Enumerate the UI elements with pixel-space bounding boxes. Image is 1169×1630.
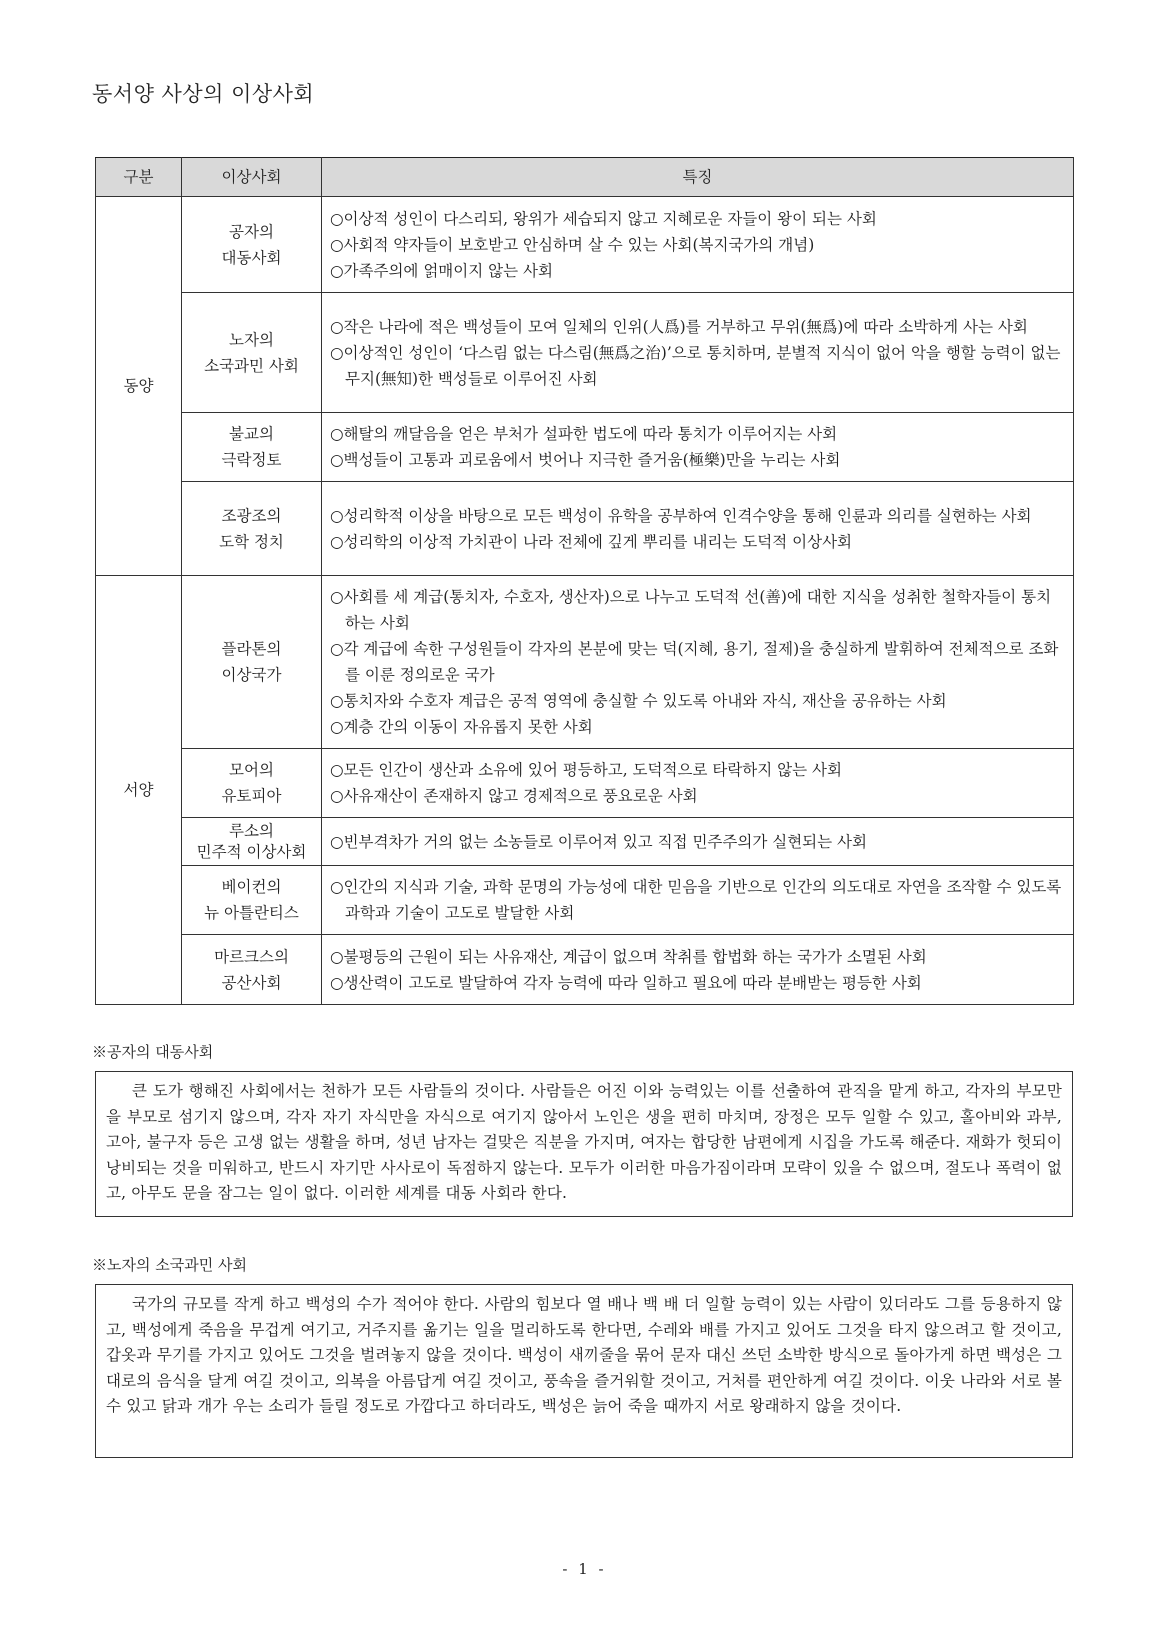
feature-item: ○백성들이 고통과 괴로움에서 벗어나 지극한 즐거움(極樂)만을 누리는 사회 — [330, 451, 841, 469]
society-name-line: 루소의 — [229, 821, 274, 840]
society-name — [182, 413, 322, 482]
society-name-line: 불교의 — [229, 425, 274, 443]
feature-item: ○빈부격차가 거의 없는 소농들로 이루어져 있고 직접 민주주의가 실현되는 사회 — [330, 832, 868, 851]
table-row — [96, 482, 1074, 576]
table-row — [96, 866, 1074, 935]
society-features — [322, 818, 1074, 866]
feature-item: ○사유재산이 존재하지 않고 경제적으로 풍요로운 사회 — [330, 787, 698, 805]
society-name — [182, 293, 322, 413]
feature-item: ○불평등의 근원이 되는 사유재산, 계급이 없으며 착취를 합법화 하는 국가가 소멸된 사회 — [330, 947, 927, 966]
society-name-line: 유토피아 — [221, 787, 282, 805]
society-name-line: 공자의 — [229, 222, 274, 241]
feature-item: ○사회적 약자들이 보호받고 안심하며 살 수 있는 사회(복지국가의 개념) — [330, 235, 815, 254]
society-name-line: 플라톤의 — [221, 640, 282, 658]
group-label-east: 동양 — [96, 197, 182, 576]
table-row — [96, 818, 1074, 866]
society-name — [182, 935, 322, 1005]
society-name-line: 도학 정치 — [219, 532, 284, 551]
society-features — [322, 482, 1074, 576]
society-name-line: 뉴 아틀란티스 — [204, 904, 299, 922]
society-name-line: 마르크스의 — [214, 947, 289, 966]
page-title: 동서양 사상의 이상사회 — [92, 82, 315, 106]
header-category: 구분 — [96, 158, 182, 197]
feature-item: ○성리학적 이상을 바탕으로 모든 백성이 유학을 공부하여 인격수양을 통해 인륜과 의리를 실현하는 사회 — [330, 506, 1032, 525]
society-name — [182, 818, 322, 866]
table-row — [96, 576, 1074, 749]
header-ideal-society: 이상사회 — [182, 158, 322, 197]
society-features — [322, 576, 1074, 749]
table-row — [96, 935, 1074, 1005]
feature-item: ○성리학의 이상적 가치관이 나라 전체에 깊게 뿌리를 내리는 도덕적 이상사회 — [330, 532, 853, 551]
header-features: 특징 — [322, 158, 1074, 197]
table-row — [96, 413, 1074, 482]
feature-item: ○해탈의 깨달음을 얻은 부처가 설파한 법도에 따라 통치가 이루어지는 사회 — [330, 425, 838, 443]
society-name-line: 베이컨의 — [221, 878, 282, 896]
society-name-line: 극락정토 — [221, 451, 282, 469]
passage-laozi: 국가의 규모를 작게 하고 백성의 수가 적어야 한다. 사람의 힘보다 열 배나 백 배 더 일할 능력이 있는 사람이 있더라도 그를 등용하지 않고, 백성에게 죽음을 무겁게 여기고, 거주지를 옮기는 일을 멀리하도록 한다면, 수레와 배를 가지고 있어도 그것을 타지 않으려고 할 것이고, 갑옷과 무기를 가지고 있어도 그것을 벌려놓지 않을 것이다. 백성이 새끼줄을 묶어 문자 대신 쓰던 소박한 방식으로 돌아가게 하면 백성은 그대로의 음식을 달게 여길 것이고, 의복을 아름답게 여길 것이고, 풍속을 즐거워할 것이고, 거처를 편안하게 여길 것이다. 이웃 나라와 서로 볼 수 있고 닭과 개가 우는 소리가 들릴 정도로 가깝다고 하더라도, 백성은 늙어 죽을 때까지 서로 왕래하지 않을 것이다. — [95, 1284, 1073, 1458]
society-name-line: 민주적 이상사회 — [196, 842, 307, 861]
society-name — [182, 197, 322, 293]
passage-confucius: 큰 도가 행해진 사회에서는 천하가 모든 사람들의 것이다. 사람들은 어진 이와 능력있는 이를 선출하여 관직을 맡게 하고, 각자의 부모만을 부모로 섬기지 않으며, 각자 자기 자식만을 자식으로 여기지 않아서 노인은 생을 편히 마치며, 장정은 모두 일할 수 있고, 홀아비와 과부, 고아, 불구자 등은 고생 없는 생활을 하며, 성년 남자는 걸맞은 직분을 가지며, 여자는 합당한 남편에게 시집을 가도록 해준다. 재화가 헛되이 낭비되는 것을 미워하고, 반드시 자기만 사사로이 독점하지 않는다. 모두가 이러한 마음가짐이라며 모략이 있을 수 없으며, 절도나 폭력이 없고, 아무도 문을 잠그는 일이 없다. 이러한 세계를 대동 사회라 한다. — [95, 1071, 1073, 1217]
table-header-row — [96, 158, 1074, 197]
society-name-line: 공산사회 — [221, 973, 282, 992]
society-name-line: 노자의 — [229, 330, 274, 349]
society-features — [322, 749, 1074, 818]
society-name — [182, 749, 322, 818]
society-name-line: 조광조의 — [221, 506, 282, 525]
society-name-line: 대동사회 — [221, 248, 282, 267]
feature-item: ○각 계급에 속한 구성원들이 각자의 본분에 맞는 덕(지혜, 용기, 절제)을 충실하게 발휘하여 전체적으로 조화를 이룬 정의로운 국가 — [330, 640, 1059, 684]
feature-item: ○계층 간의 이동이 자유롭지 못한 사회 — [330, 718, 593, 736]
feature-item: ○모든 인간이 생산과 소유에 있어 평등하고, 도덕적으로 타락하지 않는 사회 — [330, 761, 842, 779]
feature-item: ○작은 나라에 적은 백성들이 모여 일체의 인위(人爲)를 거부하고 무위(無爲)에 따라 소박하게 사는 사회 — [330, 317, 1028, 336]
society-features — [322, 413, 1074, 482]
feature-item: ○이상적 성인이 다스리되, 왕위가 세습되지 않고 지혜로운 자들이 왕이 되는 사회 — [330, 209, 877, 228]
society-features — [322, 197, 1074, 293]
society-name-line: 모어의 — [229, 761, 274, 779]
feature-item: ○이상적인 성인이 ‘다스림 없는 다스림(無爲之治)’으로 통치하며, 분별적 지식이 없어 악을 행할 능력이 없는 무지(無知)한 백성들로 이루어진 사회 — [330, 343, 1061, 388]
society-features — [322, 866, 1074, 935]
society-name-line: 이상국가 — [221, 666, 282, 684]
society-name — [182, 866, 322, 935]
table-row — [96, 197, 1074, 293]
feature-item: ○가족주의에 얽매이지 않는 사회 — [330, 261, 553, 280]
section-label-laozi: ※노자의 소국과민 사회 — [92, 1256, 247, 1274]
society-name — [182, 482, 322, 576]
table-row — [96, 749, 1074, 818]
group-label-west: 서양 — [96, 576, 182, 1005]
feature-item: ○인간의 지식과 기술, 과학 문명의 가능성에 대한 믿음을 기반으로 인간의 의도대로 자연을 조작할 수 있도록 과학과 기술이 고도로 발달한 사회 — [330, 878, 1062, 922]
feature-item: ○통치자와 수호자 계급은 공적 영역에 충실할 수 있도록 아내와 자식, 재산을 공유하는 사회 — [330, 692, 947, 710]
page-number: - 1 - — [562, 1560, 607, 1578]
society-name — [182, 576, 322, 749]
society-features — [322, 293, 1074, 413]
feature-item: ○사회를 세 계급(통치자, 수호자, 생산자)으로 나누고 도덕적 선(善)에 대한 지식을 성취한 철학자들이 통치하는 사회 — [330, 588, 1052, 632]
ideal-society-table — [95, 157, 1074, 1005]
society-features — [322, 935, 1074, 1005]
section-label-confucius: ※공자의 대동사회 — [92, 1043, 214, 1061]
feature-item: ○생산력이 고도로 발달하여 각자 능력에 따라 일하고 필요에 따라 분배받는 평등한 사회 — [330, 973, 922, 992]
society-name-line: 소국과민 사회 — [204, 356, 299, 375]
table-row — [96, 293, 1074, 413]
